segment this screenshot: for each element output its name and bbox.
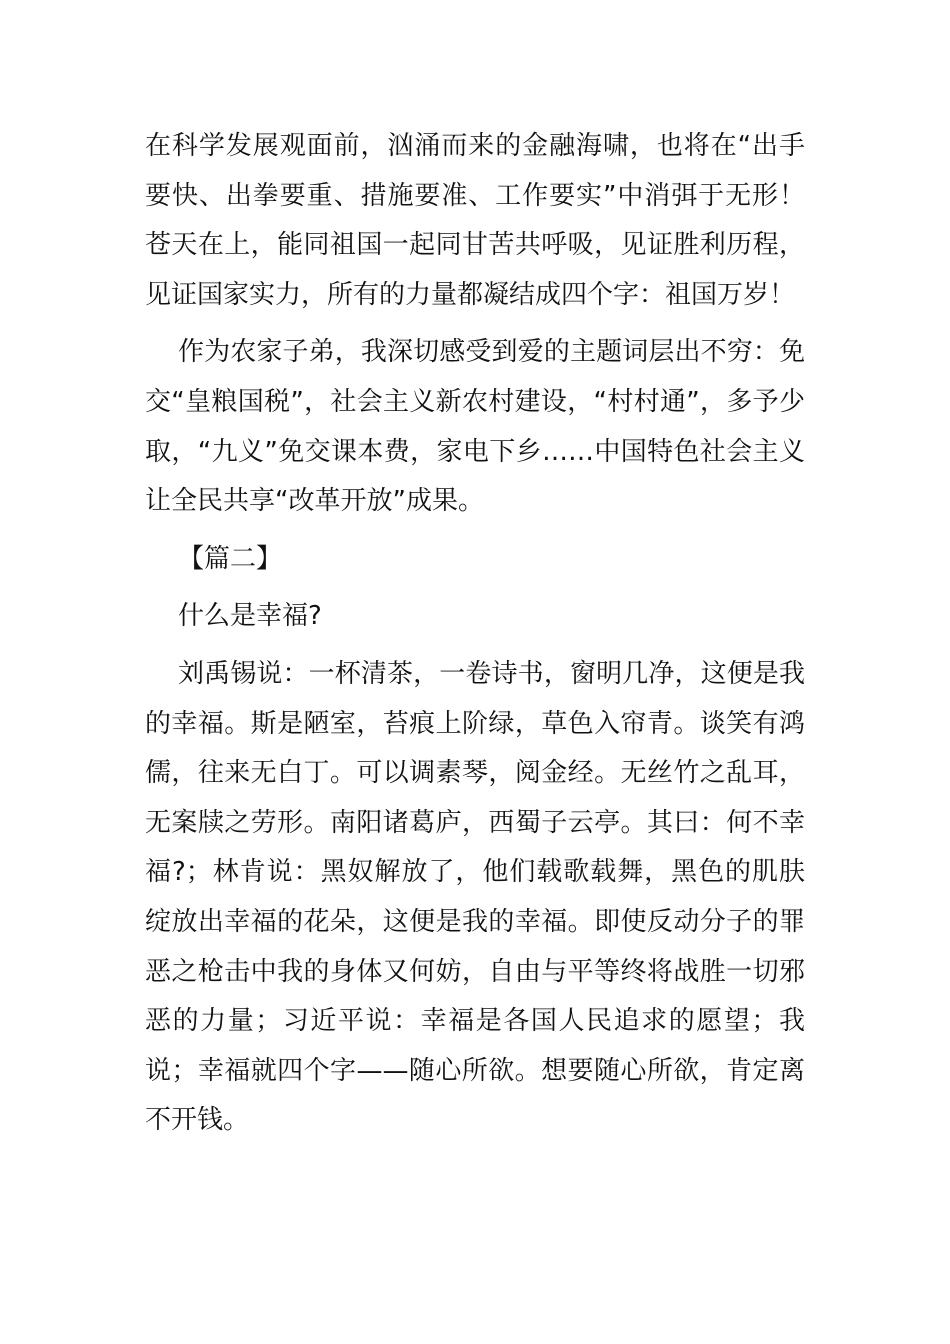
section-heading: 【篇二】	[178, 543, 283, 574]
question-line: 什么是幸福?	[178, 601, 322, 632]
paragraph-5: 刘禹锡说：一杯清茶，一卷诗书，窗明几净，这便是我的幸福。斯是陋室，苔痕上阶绿，草色入帘青。谈笑有鸿儒，往来无白丁。可以调素琴，阅金经。无丝竹之乱耳，无案牍之劳形。南阳诸葛庐，西蜀子云亭。其曰：何不幸福?；林肯说：黑奴解放了，他们载歌载舞，黑色的肌肤绽放出幸福的花朵，这便是我的幸福。即使反动分子的罪恶之枪击中我的身体又何妨，自由与平等终将战胜一切邪恶的力量；习近平说：幸福是各国人民追求的愿望；我说；幸福就四个字——随心所欲。想要随心所欲，肯定离不开钱。	[145, 658, 805, 1136]
document-body	[145, 122, 805, 1154]
paragraph-1: 在科学发展观面前，汹涌而来的金融海啸，也将在“出手要快、出拳要重、措施要准、工作要实”中消弭于无形！苍天在上，能同祖国一起同甘苦共呼吸，见证胜利历程，见证国家实力，所有的力量都凝结成四个字：祖国万岁！	[145, 131, 805, 310]
paragraph-2: 作为农家子弟，我深切感受到爱的主题词层出不穷：免交“皇粮国税”，社会主义新农村建设，“村村通”，多予少取，“九义”免交课本费，家电下乡……中国特色社会主义让全民共享“改革开放”成果。	[145, 337, 805, 517]
